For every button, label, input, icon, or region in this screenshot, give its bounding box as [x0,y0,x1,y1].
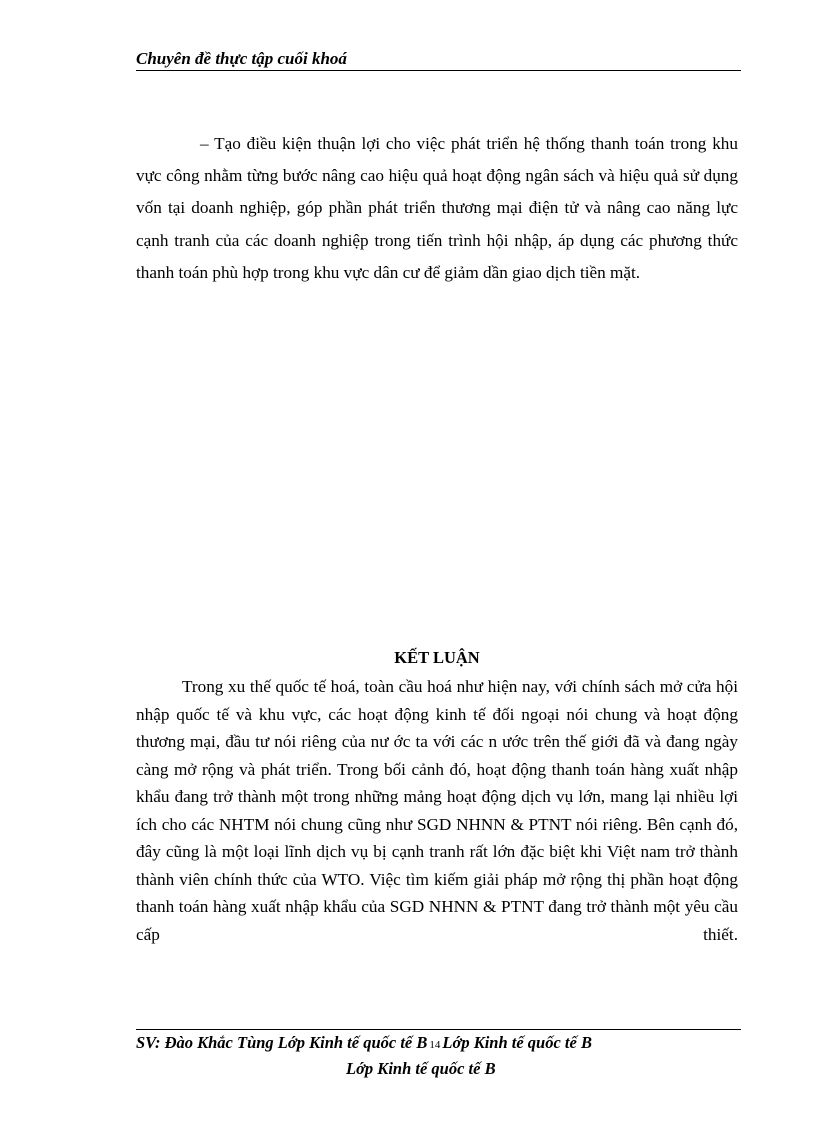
page-number: 14 [429,1039,441,1051]
footer-student-class: SV: Đào Khắc Tùng Lớp Kinh tế quốc tế B [136,1033,428,1052]
conclusion-heading: KẾT LUẬN [394,648,480,667]
body-paragraph-1: – Tạo điều kiện thuận lợi cho việc phát triển hệ thống thanh toán trong khu vực công nhằm từng bước nâng cao hiệu quả hoạt động ngân sách và hiệu quả sử dụng vốn tại doanh nghiệp, góp phần phát triển thương mại điện tử và nâng cao năng lực cạnh tranh của các doanh nghiệp trong tiến trình hội nhập, áp dụng các phương thức thanh toán phù hợp trong khu vực dân cư để giảm dần giao dịch tiền mặt. [136,134,738,282]
page-footer [136,1029,741,1080]
footer-class-repeat: Lớp Kinh tế quốc tế B [442,1033,592,1052]
footer-line-1 [136,1031,741,1057]
footer-line-2: Lớp Kinh tế quốc tế B [346,1059,496,1078]
page-header [136,48,741,71]
header-title: Chuyên đề thực tập cuối khoá [136,49,347,68]
conclusion-paragraph: Trong xu thế quốc tế hoá, toàn cầu hoá như hiện nay, với chính sách mở cửa hội nhập quốc tế và khu vực, các hoạt động kinh tế đối ngoại nói chung và hoạt động thương mại, đầu tư nói riêng của nư ớc ta với các n ước trên thế giới đã và đang ngày càng mở rộng và phát triển. Trong bối cảnh đó, hoạt động thanh toán hàng xuất nhập khẩu đang trở thành một trong những mảng hoạt động dịch vụ lớn, mang lại nhiều lợi ích cho các NHTM nói chung cũng như SGD NHNN & PTNT nói riêng. Bên cạnh đó, đây cũng là một loại lĩnh dịch vụ bị cạnh tranh rất lớn đặc biệt khi Việt nam trở thành thành viên chính thức của WTO. Việc tìm kiếm giải pháp mở rộng thị phần hoạt động thanh toán hàng xuất nhập khẩu của SGD NHNN & PTNT đang trở thành một yêu cầu cấp thiết. [136,677,738,944]
